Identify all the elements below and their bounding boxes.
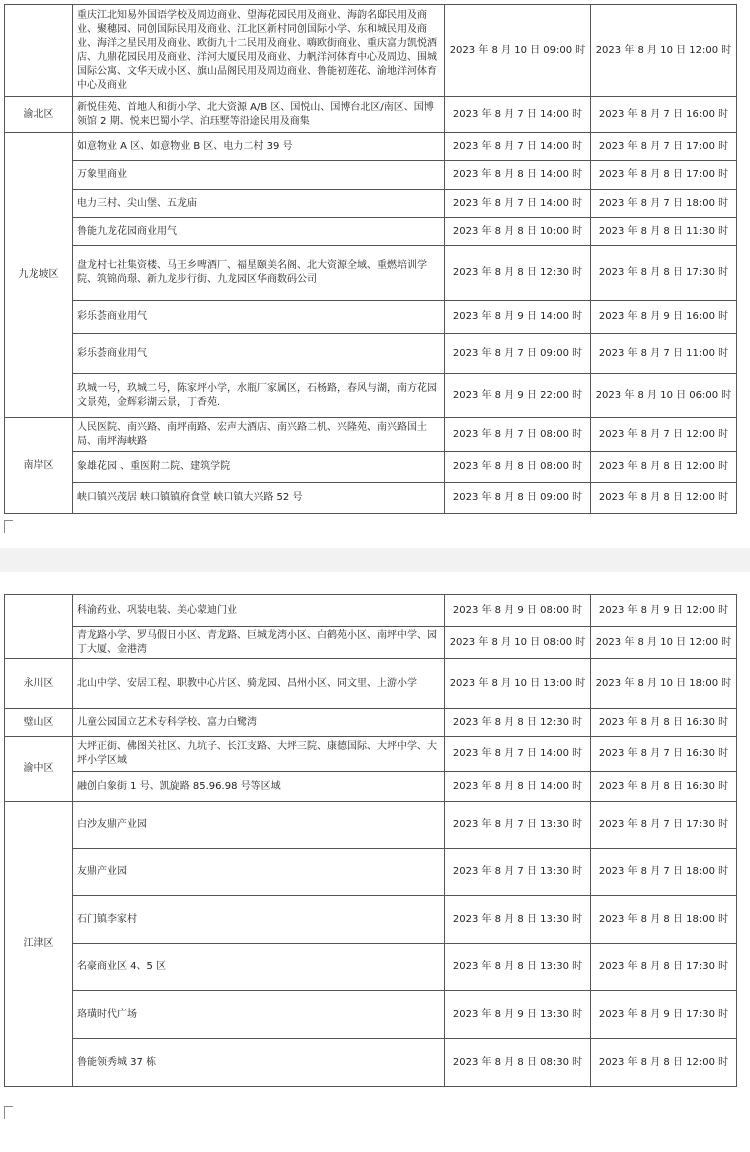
area-cell: 鲁能领秀城 37 栋 (73, 1039, 445, 1087)
area-cell: 新悦佳苑、首地人和街小学、北大资源 A/B 区、国悦山、国博台北区/南区、国博领馆 2 期、悦来巴蜀小学、泊珏墅等沿途民用及商集 (73, 97, 445, 133)
end-time-cell: 2023 年 8 月 8 日 17:30 时 (591, 944, 737, 991)
area-cell: 盘龙村七社集资楼、马王乡啤酒厂、福星颐美名阁、北大资源全域、重燃培训学院、筑锦尚璟、新九龙步行街、九龙园区华商数码公司 (73, 246, 445, 301)
table-row (5, 190, 737, 218)
table-row (5, 334, 737, 374)
district-cell (5, 5, 73, 97)
start-time-cell: 2023 年 8 月 8 日 13:30 时 (445, 896, 591, 944)
start-time-cell: 2023 年 8 月 7 日 13:30 时 (445, 802, 591, 849)
area-cell: 玖城一号，玖城二号，陈家坪小学，水瓶厂家属区，石杨路，春风与湖，南方花园文景苑，金辉彩湖云景，丁香苑. (73, 374, 445, 418)
table-row (5, 1039, 737, 1087)
area-cell: 科渝药业、巩装电装、美心蒙迪门业 (73, 595, 445, 627)
table-row (5, 301, 737, 334)
table-row (5, 161, 737, 190)
start-time-cell: 2023 年 8 月 10 日 13:00 时 (445, 659, 591, 709)
table-row (5, 944, 737, 991)
area-cell: 彩乐荟商业用气 (73, 334, 445, 374)
end-time-cell: 2023 年 8 月 7 日 17:30 时 (591, 802, 737, 849)
table-row (5, 246, 737, 301)
district-cell: 九龙坡区 (5, 133, 73, 418)
start-time-cell: 2023 年 8 月 8 日 14:00 时 (445, 161, 591, 190)
table-row (5, 709, 737, 737)
start-time-cell: 2023 年 8 月 9 日 08:00 时 (445, 595, 591, 627)
end-time-cell: 2023 年 8 月 8 日 12:00 时 (591, 452, 737, 483)
district-cell: 永川区 (5, 659, 73, 709)
area-cell: 友鼎产业园 (73, 849, 445, 896)
end-time-cell: 2023 年 8 月 9 日 17:30 时 (591, 991, 737, 1039)
area-cell: 青龙路小学、罗马假日小区、青龙路、巨城龙湾小区、白鹤苑小区、南坪中学、园丁大厦、金港湾 (73, 627, 445, 659)
end-time-cell: 2023 年 8 月 7 日 16:30 时 (591, 737, 737, 772)
area-cell: 电力三村、尖山堡、五龙庙 (73, 190, 445, 218)
area-cell: 峡口镇兴茂居 峡口镇镇府食堂 峡口镇大兴路 52 号 (73, 483, 445, 514)
end-time-cell: 2023 年 8 月 8 日 11:30 时 (591, 218, 737, 246)
table-row (5, 374, 737, 418)
table-row (5, 849, 737, 896)
start-time-cell: 2023 年 8 月 9 日 22:00 时 (445, 374, 591, 418)
area-cell: 重庆江北知易外国语学校及周边商业、望海花园民用及商业、海韵名邸民用及商业、聚穗园、同创国际民用及商业、江北区新村同创国际小学、东和城民用及商业、海洋之星民用及商业、欧街九十二民用及商业、嗨欧街商业、重庆富力凯悦酒店、九鼎花园民用及商业、洋河大厦民用及商业、力帆洋河体育中心及周边、围城国际公寓、文华天成小区、旗山品阁民用及周边商业、鲁能初莲花、渝地洋河体育中心及商业 (73, 5, 445, 97)
end-time-cell: 2023 年 8 月 7 日 18:00 时 (591, 849, 737, 896)
area-cell: 儿童公园国立艺术专科学校、富力白鹭湾 (73, 709, 445, 737)
document-page-1 (0, 0, 750, 540)
start-time-cell: 2023 年 8 月 9 日 13:30 时 (445, 991, 591, 1039)
area-cell: 大坪正街、佛图关社区、九坑子、长江支路、大坪三院、康德国际、大坪中学、大坪小学区域 (73, 737, 445, 772)
table-row (5, 5, 737, 97)
area-cell: 如意物业 A 区、如意物业 B 区、电力二村 39 号 (73, 133, 445, 161)
start-time-cell: 2023 年 8 月 8 日 13:30 时 (445, 944, 591, 991)
start-time-cell: 2023 年 8 月 10 日 09:00 时 (445, 5, 591, 97)
end-time-cell: 2023 年 8 月 9 日 12:00 时 (591, 595, 737, 627)
area-cell: 鲁能九龙花园商业用气 (73, 218, 445, 246)
start-time-cell: 2023 年 8 月 9 日 14:00 时 (445, 301, 591, 334)
start-time-cell: 2023 年 8 月 8 日 10:00 时 (445, 218, 591, 246)
end-time-cell: 2023 年 8 月 8 日 12:00 时 (591, 1039, 737, 1087)
table-row (5, 452, 737, 483)
end-time-cell: 2023 年 8 月 8 日 18:00 时 (591, 896, 737, 944)
table-row (5, 133, 737, 161)
area-cell: 人民医院、南兴路、南坪南路、宏声大酒店、南兴路二机、兴隆苑、南兴路国土局、南坪海峡路 (73, 418, 445, 452)
area-cell: 珞璜时代广场 (73, 991, 445, 1039)
district-cell: 南岸区 (5, 418, 73, 514)
area-cell: 名豪商业区 4、5 区 (73, 944, 445, 991)
start-time-cell: 2023 年 8 月 7 日 14:00 时 (445, 190, 591, 218)
end-time-cell: 2023 年 8 月 10 日 12:00 时 (591, 627, 737, 659)
table-row (5, 418, 737, 452)
area-cell: 北山中学、安居工程、职教中心片区、骑龙园、昌州小区、同文里、上游小学 (73, 659, 445, 709)
table-row (5, 659, 737, 709)
end-time-cell: 2023 年 8 月 8 日 16:30 时 (591, 709, 737, 737)
district-cell: 渝中区 (5, 737, 73, 802)
outage-table-page-1 (4, 4, 737, 514)
table-row (5, 896, 737, 944)
outage-table-page-2 (4, 594, 737, 1087)
end-time-cell: 2023 年 8 月 7 日 17:00 时 (591, 133, 737, 161)
start-time-cell: 2023 年 8 月 8 日 09:00 时 (445, 483, 591, 514)
table-row (5, 772, 737, 802)
end-time-cell: 2023 年 8 月 7 日 11:00 时 (591, 334, 737, 374)
table-row (5, 627, 737, 659)
end-time-cell: 2023 年 8 月 9 日 16:00 时 (591, 301, 737, 334)
page-corner-mark (4, 520, 13, 533)
start-time-cell: 2023 年 8 月 10 日 08:00 时 (445, 627, 591, 659)
start-time-cell: 2023 年 8 月 7 日 08:00 时 (445, 418, 591, 452)
area-cell: 象雄花园 、重医附二院、建筑学院 (73, 452, 445, 483)
end-time-cell: 2023 年 8 月 7 日 16:00 时 (591, 97, 737, 133)
area-cell: 石门镇李家村 (73, 896, 445, 944)
document-page-2 (0, 572, 750, 1152)
end-time-cell: 2023 年 8 月 10 日 12:00 时 (591, 5, 737, 97)
table-row (5, 991, 737, 1039)
page-gap (0, 548, 750, 572)
end-time-cell: 2023 年 8 月 8 日 12:00 时 (591, 483, 737, 514)
district-cell: 江津区 (5, 802, 73, 1087)
start-time-cell: 2023 年 8 月 8 日 08:00 时 (445, 452, 591, 483)
table-row (5, 218, 737, 246)
end-time-cell: 2023 年 8 月 8 日 17:30 时 (591, 246, 737, 301)
start-time-cell: 2023 年 8 月 7 日 09:00 时 (445, 334, 591, 374)
start-time-cell: 2023 年 8 月 8 日 12:30 时 (445, 709, 591, 737)
start-time-cell: 2023 年 8 月 7 日 13:30 时 (445, 849, 591, 896)
start-time-cell: 2023 年 8 月 7 日 14:00 时 (445, 737, 591, 772)
table-row (5, 483, 737, 514)
start-time-cell: 2023 年 8 月 8 日 14:00 时 (445, 772, 591, 802)
district-cell (5, 595, 73, 659)
table-row (5, 97, 737, 133)
district-cell: 璧山区 (5, 709, 73, 737)
table-row (5, 802, 737, 849)
start-time-cell: 2023 年 8 月 7 日 14:00 时 (445, 97, 591, 133)
table-row (5, 737, 737, 772)
area-cell: 彩乐荟商业用气 (73, 301, 445, 334)
end-time-cell: 2023 年 8 月 7 日 18:00 时 (591, 190, 737, 218)
end-time-cell: 2023 年 8 月 8 日 16:30 时 (591, 772, 737, 802)
start-time-cell: 2023 年 8 月 8 日 12:30 时 (445, 246, 591, 301)
start-time-cell: 2023 年 8 月 8 日 08:30 时 (445, 1039, 591, 1087)
area-cell: 万象里商业 (73, 161, 445, 190)
district-cell: 渝北区 (5, 97, 73, 133)
end-time-cell: 2023 年 8 月 7 日 12:00 时 (591, 418, 737, 452)
area-cell: 融创白象街 1 号、凯旋路 85.96.98 号等区域 (73, 772, 445, 802)
end-time-cell: 2023 年 8 月 8 日 17:00 时 (591, 161, 737, 190)
end-time-cell: 2023 年 8 月 10 日 18:00 时 (591, 659, 737, 709)
end-time-cell: 2023 年 8 月 10 日 06:00 时 (591, 374, 737, 418)
area-cell: 白沙友鼎产业园 (73, 802, 445, 849)
page-corner-mark (4, 1106, 13, 1119)
start-time-cell: 2023 年 8 月 7 日 14:00 时 (445, 133, 591, 161)
table-row (5, 595, 737, 627)
